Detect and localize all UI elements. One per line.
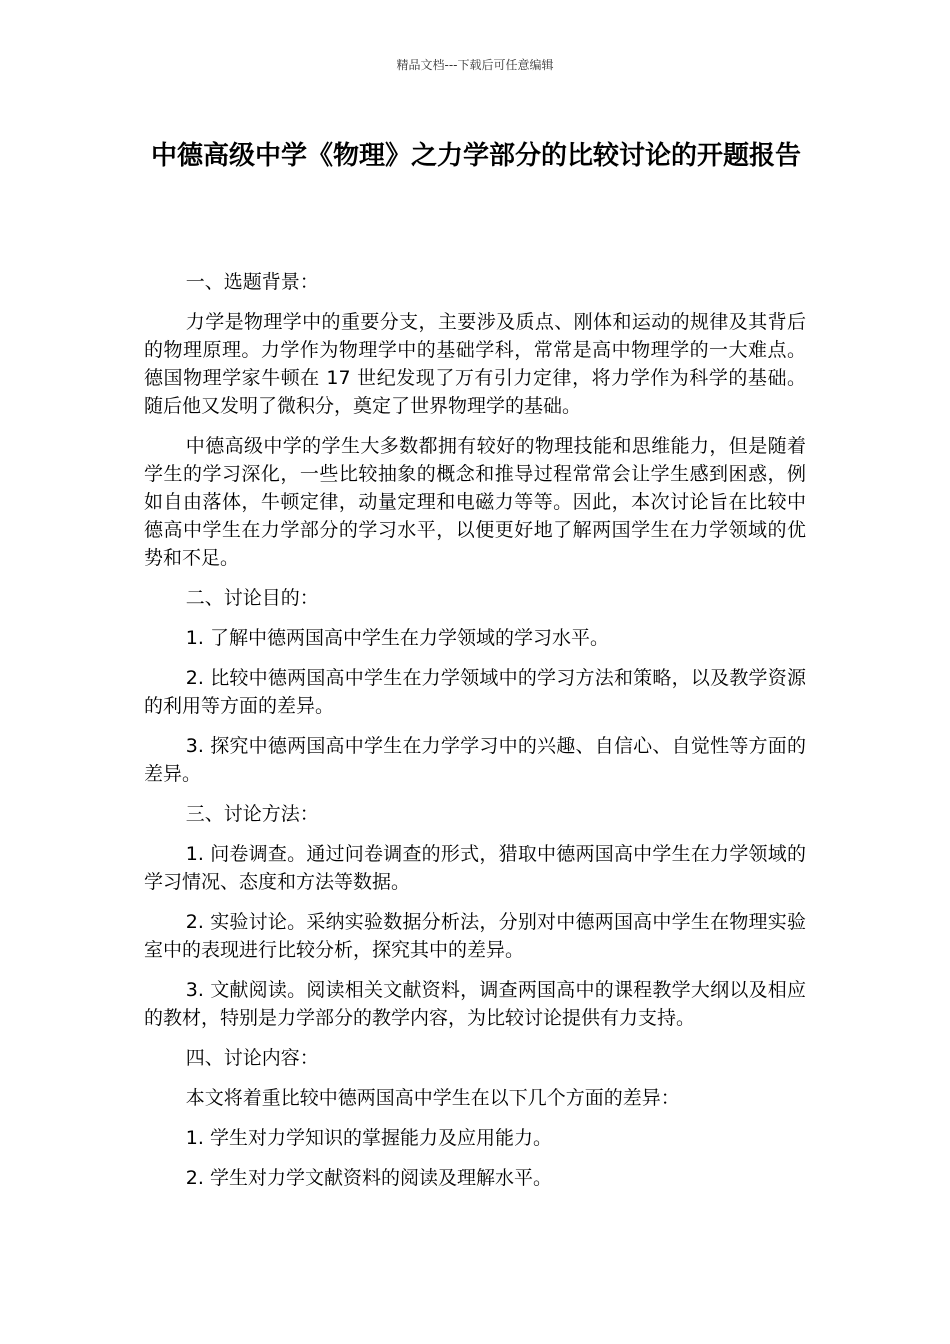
- list-item: 1. 学生对力学知识的掌握能力及应用能力。: [185, 1127, 552, 1149]
- section-heading-purpose: 二、讨论目的：: [185, 587, 319, 609]
- paragraph: 本文将着重比较中德两国高中学生在以下几个方面的差异：: [185, 1087, 680, 1109]
- list-item: 3. 文献阅读。阅读相关文献资料，调查两国高中的课程教学大纲以及相应的教材，特别是力学部分的教学内容，为比较讨论提供有力支持。: [144, 979, 806, 1029]
- list-item: 1. 问卷调查。通过问卷调查的形式，猎取中德两国高中学生在力学领域的学习情况、态度和方法等数据。: [144, 843, 806, 893]
- section-heading-background: 一、选题背景：: [185, 271, 319, 293]
- document-body: [144, 268, 806, 1204]
- list-item: 1. 了解中德两国高中学生在力学领域的学习水平。: [185, 627, 609, 649]
- list-item: 2. 学生对力学文献资料的阅读及理解水平。: [185, 1167, 552, 1189]
- list-item: 3. 探究中德两国高中学生在力学学习中的兴趣、自信心、自觉性等方面的差异。: [144, 735, 806, 785]
- header-note: 精品文档---下载后可任意编辑: [396, 58, 554, 72]
- list-item: 2. 实验讨论。采纳实验数据分析法，分别对中德两国高中学生在物理实验室中的表现进行比较分析，探究其中的差异。: [144, 911, 806, 961]
- paragraph: 力学是物理学中的重要分支，主要涉及质点、刚体和运动的规律及其背后的物理原理。力学作为物理学中的基础学科，常常是高中物理学的一大难点。德国物理学家牛顿在 17 世纪发现了万有引力定律，将力学作为科学的基础。随后他又发明了微积分，奠定了世界物理学的基础。: [144, 311, 806, 417]
- document-title: 中德高级中学《物理》之力学部分的比较讨论的开题报告: [150, 141, 801, 171]
- paragraph: 中德高级中学的学生大多数都拥有较好的物理技能和思维能力，但是随着学生的学习深化，一些比较抽象的概念和推导过程常常会让学生感到困惑，例如自由落体，牛顿定律，动量定理和电磁力等等。因此，本次讨论旨在比较中德高中学生在力学部分的学习水平，以便更好地了解两国学生在力学领域的优势和不足。: [144, 435, 806, 569]
- section-heading-content: 四、讨论内容：: [185, 1047, 319, 1069]
- list-item: 2. 比较中德两国高中学生在力学领域中的学习方法和策略，以及教学资源的利用等方面的差异。: [144, 667, 806, 717]
- section-heading-method: 三、讨论方法：: [185, 803, 319, 825]
